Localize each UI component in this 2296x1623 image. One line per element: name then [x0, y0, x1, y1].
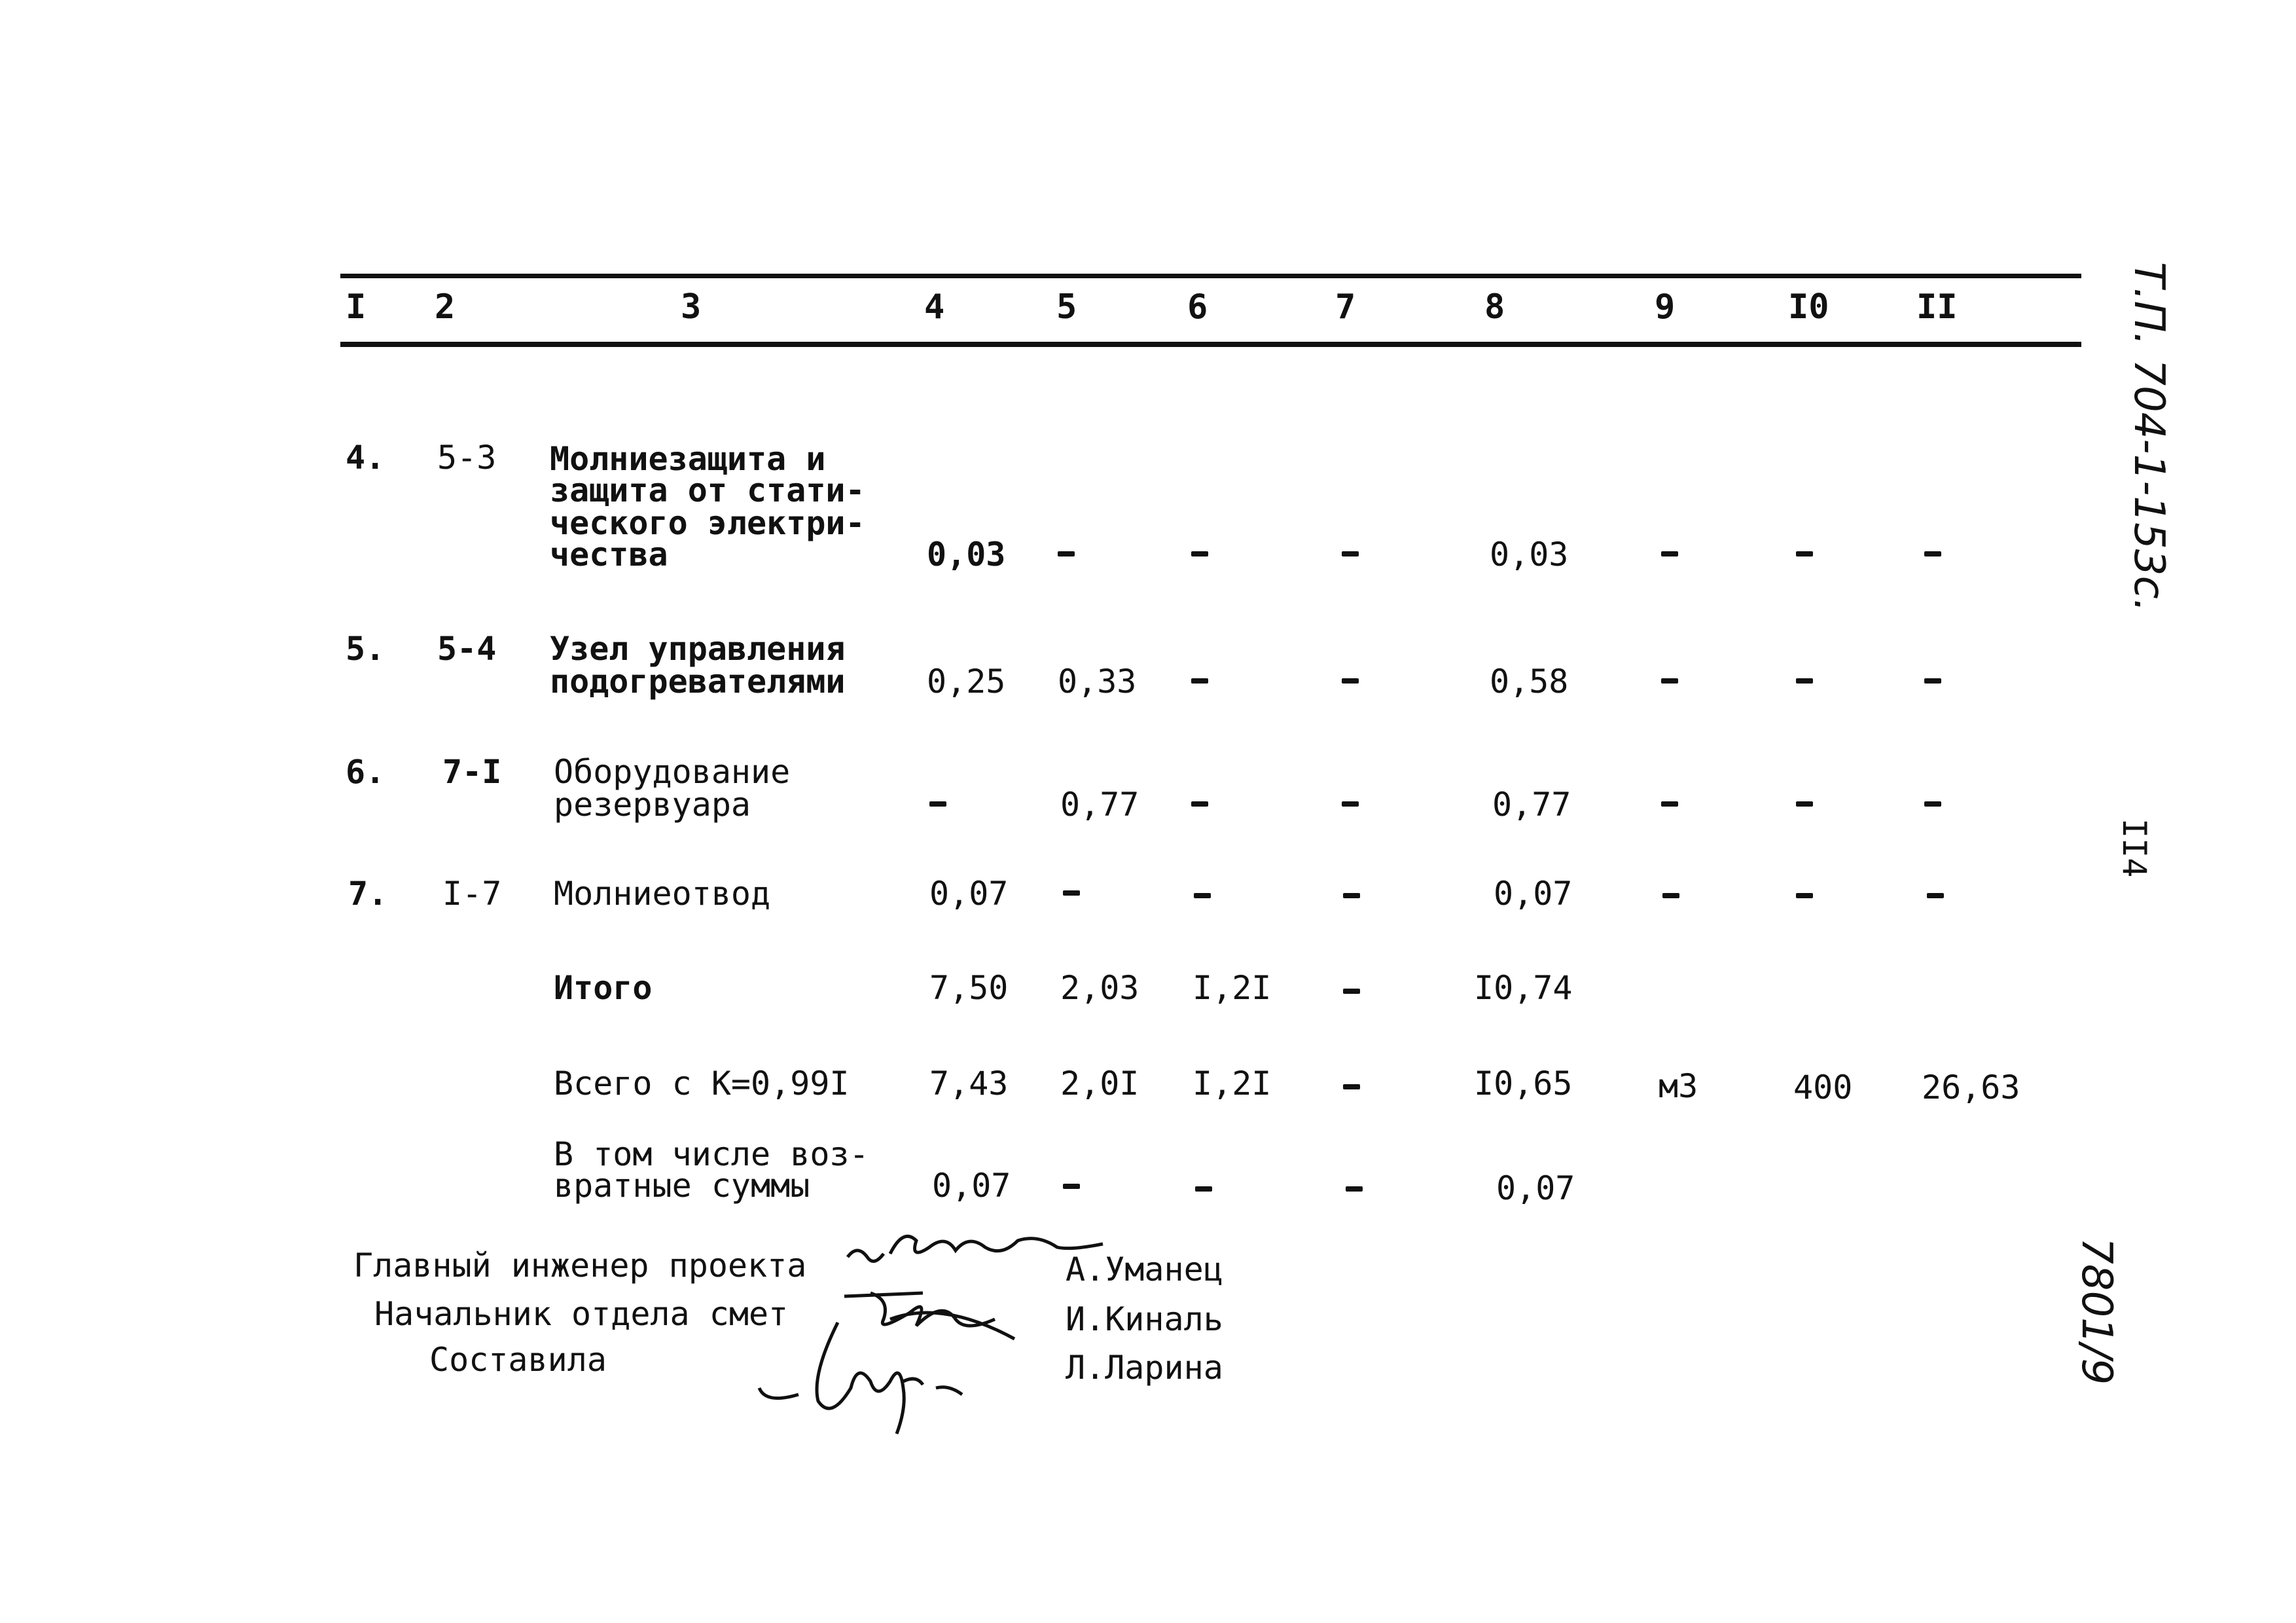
cell-col5: 0,77	[1060, 786, 1139, 824]
signature-role: Главный инженер проекта	[353, 1247, 807, 1285]
cell-col4: 0,07	[929, 875, 1009, 913]
table-header-bottom-rule	[340, 342, 2081, 347]
col-header-1: I	[346, 287, 367, 327]
row-description-line: резервуара	[554, 786, 751, 824]
row-code: 5-4	[437, 630, 497, 668]
cell-col9: м3	[1659, 1067, 1698, 1105]
cell-col8: I0,65	[1474, 1065, 1573, 1103]
signature-name: И.Киналь	[1066, 1300, 1223, 1338]
cell-col9-dash	[1661, 678, 1678, 684]
handwritten-signature-3	[753, 1309, 975, 1440]
row-code: 5-3	[437, 439, 497, 477]
cell-col10-dash	[1796, 893, 1813, 898]
cell-col10-dash	[1796, 801, 1813, 807]
cell-col11-dash	[1927, 893, 1944, 898]
table-top-rule	[340, 274, 2081, 278]
signature-role: Начальник отдела смет	[374, 1295, 789, 1333]
cell-col4: 0,03	[927, 536, 1006, 574]
col-header-8: 8	[1484, 287, 1505, 327]
cell-col10-dash	[1796, 551, 1813, 556]
cell-col7-dash	[1343, 1084, 1360, 1089]
page-number: II4	[2115, 818, 2153, 878]
cell-col5-dash	[1058, 551, 1075, 556]
cell-col11-dash	[1924, 551, 1941, 556]
cell-col5: 0,33	[1058, 663, 1137, 701]
cell-col4: 0,07	[932, 1167, 1011, 1205]
cell-col6: I,2I	[1193, 969, 1272, 1007]
cell-col6-dash	[1195, 1186, 1212, 1192]
row-code: 7-I	[442, 753, 502, 791]
cell-col9-dash	[1661, 801, 1678, 807]
cell-col11-dash	[1924, 801, 1941, 807]
document-code-handwritten: Т.П. 704-1-153с.	[2125, 262, 2173, 612]
row-description-line: подогревателями	[550, 663, 846, 701]
cell-col7-dash	[1343, 989, 1360, 994]
row-number: 6.	[346, 753, 386, 791]
totals-label-line: вратные суммы	[554, 1167, 810, 1205]
cell-col4: 7,43	[929, 1065, 1009, 1103]
col-header-3: 3	[681, 287, 702, 327]
cell-col4: 7,50	[929, 969, 1009, 1007]
col-header-10: I0	[1788, 287, 1829, 327]
row-description-line: Оборудование	[554, 753, 791, 791]
cell-col8: 0,77	[1492, 786, 1571, 824]
cell-col11: 26,63	[1922, 1068, 2020, 1106]
signature-name: Л.Ларина	[1066, 1349, 1223, 1387]
row-number: 4.	[346, 439, 386, 477]
cell-col9-dash	[1661, 551, 1678, 556]
cell-col7-dash	[1346, 1186, 1363, 1192]
cell-col8: 0,03	[1490, 536, 1569, 574]
cell-col5-dash	[1063, 1184, 1080, 1189]
row-number: 7.	[348, 875, 388, 913]
col-header-11: II	[1916, 287, 1958, 327]
row-description-line: защита от стати-	[550, 471, 865, 509]
row-description-line: ческого электри-	[550, 504, 865, 542]
col-header-2: 2	[435, 287, 456, 327]
cell-col6: I,2I	[1193, 1065, 1272, 1103]
cell-col7-dash	[1343, 893, 1360, 898]
row-description-line: Молниезащита и	[550, 440, 826, 478]
cell-col9-dash	[1662, 893, 1679, 898]
signature-role: Составила	[429, 1341, 607, 1379]
col-header-7: 7	[1335, 287, 1356, 327]
cell-col4-dash	[929, 801, 946, 807]
totals-label-line: В том числе воз-	[554, 1135, 869, 1173]
cell-col6-dash	[1191, 801, 1208, 807]
cell-col6-dash	[1194, 893, 1211, 898]
cell-col7-dash	[1342, 678, 1359, 684]
row-number: 5.	[346, 630, 386, 668]
col-header-9: 9	[1655, 287, 1676, 327]
row-code: I-7	[442, 875, 502, 913]
col-header-5: 5	[1056, 287, 1077, 327]
cell-col6-dash	[1191, 551, 1208, 556]
row-description-line: Узел управления	[550, 630, 846, 668]
col-header-4: 4	[924, 287, 945, 327]
cell-col10: 400	[1793, 1068, 1853, 1106]
row-description-line: чества	[550, 536, 668, 574]
cell-col6-dash	[1191, 678, 1208, 684]
totals-label: Всего с К=0,99I	[554, 1065, 850, 1103]
cell-col7-dash	[1342, 801, 1359, 807]
cell-col5-dash	[1063, 890, 1080, 896]
cell-col8: 0,07	[1496, 1169, 1575, 1207]
cell-col7-dash	[1342, 551, 1359, 556]
cell-col5: 2,0I	[1060, 1065, 1139, 1103]
sheet-reference-handwritten: 7801/9	[2072, 1237, 2121, 1385]
cell-col8: 0,58	[1490, 663, 1569, 701]
handwritten-signature-1	[844, 1231, 1106, 1283]
row-description-line: Молниеотвод	[554, 875, 771, 913]
totals-label: Итого	[554, 969, 653, 1007]
cell-col8: I0,74	[1474, 969, 1573, 1007]
cell-col10-dash	[1796, 678, 1813, 684]
cell-col5: 2,03	[1060, 969, 1139, 1007]
cell-col8: 0,07	[1494, 875, 1573, 913]
cell-col11-dash	[1924, 678, 1941, 684]
cell-col4: 0,25	[927, 663, 1006, 701]
signature-name: А.Уманец	[1066, 1250, 1223, 1288]
col-header-6: 6	[1187, 287, 1208, 327]
